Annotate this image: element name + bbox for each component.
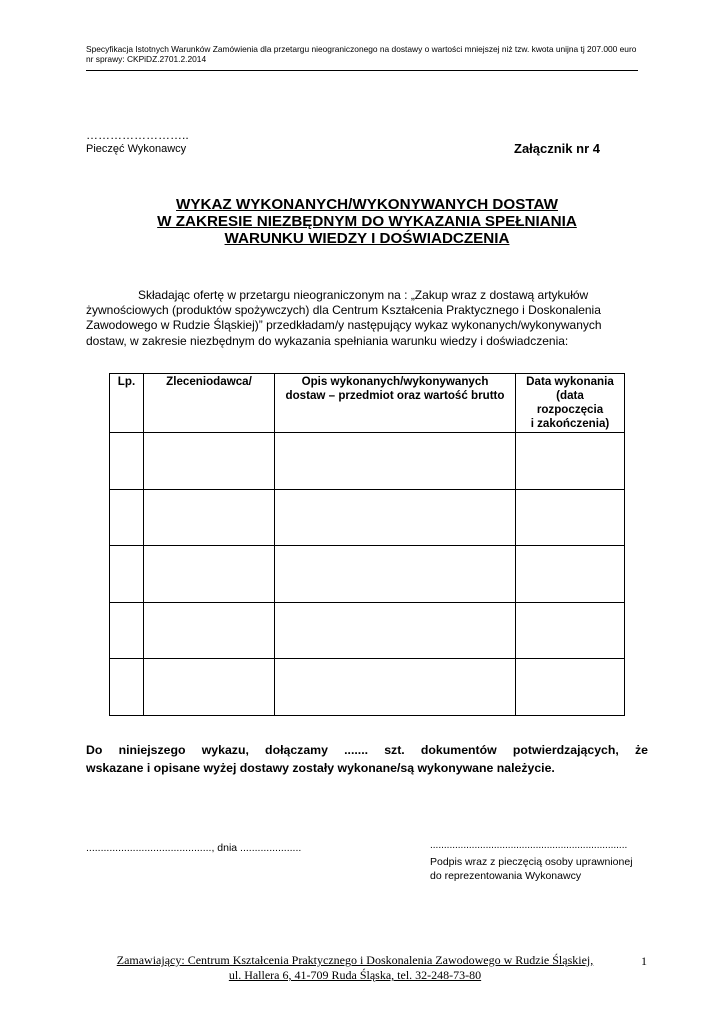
- table-cell: [144, 602, 275, 659]
- place-date-field: ..........................................., dnia .....................: [86, 842, 302, 854]
- title-line-1: WYKAZ WYKONANYCH/WYKONYWANYCH DOSTAW: [176, 196, 558, 213]
- header-spec-line: Specyfikacja Istotnych Warunków Zamówienia dla przetargu nieograniczonego na dostawy o wartości mniejszej niż tzw. kwota unijna tj 207.000 euro: [86, 44, 637, 54]
- annex-label: Załącznik nr 4: [514, 141, 600, 156]
- document-title: [86, 196, 648, 247]
- table-cell: [275, 489, 516, 546]
- table-cell: [110, 659, 144, 716]
- table-cell: [144, 433, 275, 490]
- table-row: [110, 602, 625, 659]
- deliveries-table: [109, 373, 625, 716]
- stamp-dots: ……………………..: [86, 128, 189, 142]
- table-cell: [110, 602, 144, 659]
- closing-statement: [86, 741, 648, 777]
- title-line-3: WARUNKU WIEDZY I DOŚWIADCZENIA: [224, 230, 510, 247]
- col-header-date: Data wykonania (data rozpoczęcia i zakończenia): [516, 374, 625, 433]
- table-cell: [110, 546, 144, 603]
- intro-line-4: dostaw, w zakresie niezbędnym do wykazania spełniania warunku wiedzy i doświadczenia:: [86, 333, 569, 348]
- table-cell: [275, 546, 516, 603]
- header-divider: [86, 70, 638, 71]
- table-cell: [144, 489, 275, 546]
- col-header-client: Zleceniodawca/: [144, 374, 275, 433]
- table-cell: [144, 546, 275, 603]
- footer-line-2: ul. Hallera 6, 41-709 Ruda Śląska, tel. 32-248-73-80: [228, 968, 482, 982]
- table-cell: [516, 433, 625, 490]
- table-cell: [516, 489, 625, 546]
- signature-dots: .......................................................................: [430, 840, 628, 851]
- footer-line-1: Zamawiający: Centrum Kształcenia Praktycznego i Doskonalenia Zawodowego w Rudzie Śląskiej,: [116, 953, 594, 967]
- table-cell: [275, 433, 516, 490]
- page-number: 1: [641, 954, 647, 968]
- header-case-number: nr sprawy: CKPiDZ.2701.2.2014: [86, 54, 207, 64]
- signature-label: Podpis wraz z pieczęcią osoby uprawnionej do reprezentowania Wykonawcy: [430, 856, 633, 882]
- closing-line-2: wskazane i opisane wyżej dostawy zostały wykonane/są wykonywane należycie.: [86, 761, 555, 775]
- table-cell: [275, 659, 516, 716]
- intro-line-3: Zawodowego w Rudzie Śląskiej)” przedkładam/y następujący wykaz wykonanych/wykonywanych: [86, 318, 602, 333]
- page-footer: [100, 953, 610, 983]
- header-trail-dot: .: [634, 64, 637, 73]
- table-cell: [516, 546, 625, 603]
- col-header-description: Opis wykonanych/wykonywanych dostaw – przedmiot oraz wartość brutto: [275, 374, 516, 433]
- table-row: [110, 489, 625, 546]
- intro-line-1: Składając ofertę w przetargu nieograniczonym na : „Zakup wraz z dostawą artykułów: [138, 288, 589, 302]
- table-row: [110, 433, 625, 490]
- intro-line-2: żywnościowych (produktów spożywczych) dla Centrum Kształcenia Praktycznego i Doskonalenia: [86, 303, 601, 318]
- table-cell: [275, 602, 516, 659]
- table-cell: [516, 602, 625, 659]
- table-cell: [516, 659, 625, 716]
- table-cell: [144, 659, 275, 716]
- page-header: [86, 44, 646, 64]
- table-cell: [110, 433, 144, 490]
- table-header-row: [110, 374, 625, 433]
- table-cell: [110, 489, 144, 546]
- intro-paragraph: [86, 288, 626, 349]
- closing-line-1: Do niniejszego wykazu, dołączamy ....... szt. dokumentów potwierdzających, że: [86, 743, 648, 757]
- table-row: [110, 546, 625, 603]
- stamp-label: Pieczęć Wykonawcy: [86, 143, 187, 155]
- title-line-2: W ZAKRESIE NIEZBĘDNYM DO WYKAZANIA SPEŁNIANIA: [157, 213, 577, 230]
- col-header-lp: Lp.: [110, 374, 144, 433]
- table-row: [110, 659, 625, 716]
